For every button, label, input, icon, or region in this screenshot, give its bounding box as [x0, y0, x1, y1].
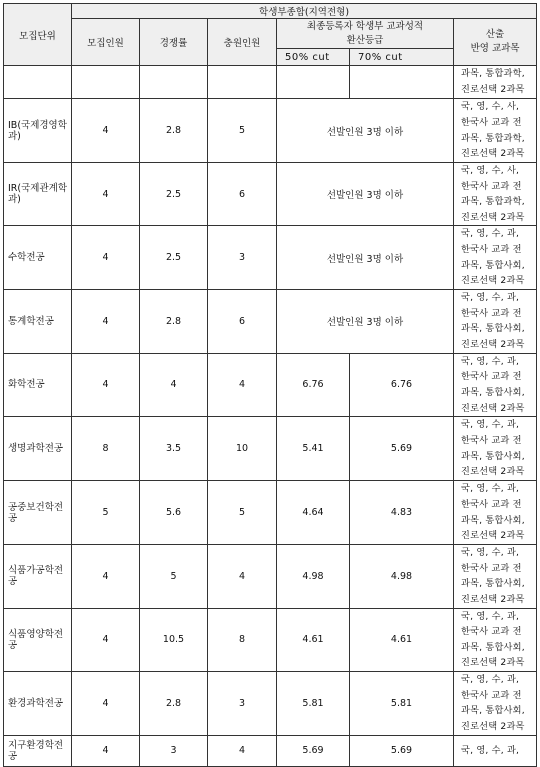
subject-line: 한국사 교과 전: [461, 562, 522, 574]
unit-cell: 식품영양학전공: [4, 608, 72, 671]
subjects-cell: [454, 545, 537, 608]
subjects-cell: [454, 671, 537, 735]
subject-line: 국, 영, 수, 사,: [461, 165, 520, 176]
subjects-cell: [454, 735, 537, 766]
table-row: [4, 66, 537, 99]
subject-line: 과목, 통합과학,: [461, 196, 525, 208]
subject-line: 진로선택 2과목: [461, 275, 525, 287]
subject-line: 과목, 통합사회,: [461, 514, 525, 526]
table-row: [4, 481, 537, 545]
subject-line: 진로선택 2과목: [461, 657, 525, 669]
header-grade-line1: 최종등록자 학생부 교과성적: [306, 20, 424, 32]
subject-line: 진로선택 2과목: [461, 720, 525, 732]
cut50-cell: 5.41: [277, 417, 350, 481]
unit-cell: 공중보건학전공: [4, 481, 72, 545]
subject-line: 과목, 통합사회,: [461, 323, 525, 335]
subject-line: 과목, 통합과학,: [461, 68, 525, 80]
table-row: [4, 545, 537, 608]
subjects-cell: [454, 481, 537, 545]
table-row: [4, 289, 537, 353]
header-grade: [277, 19, 454, 49]
competition-cell: 10.5: [140, 608, 208, 671]
competition-cell: 3: [140, 735, 208, 766]
competition-cell: 4: [140, 353, 208, 416]
header-competition: 경쟁률: [140, 19, 208, 66]
header-calc: [454, 19, 537, 66]
note-cell: 선발인원 3명 이하: [277, 289, 454, 353]
header-group: 학생부종합(지역전형): [72, 4, 537, 19]
table-row: [4, 608, 537, 671]
added-cell: 10: [208, 417, 277, 481]
subject-line: 과목, 통합사회,: [461, 705, 525, 717]
unit-cell: [4, 66, 72, 99]
header-cut50: 50% cut: [277, 49, 350, 66]
table-row: [4, 99, 537, 163]
added-cell: 4: [208, 545, 277, 608]
cut70-cell: 4.61: [350, 608, 454, 671]
cut70-cell: 5.81: [350, 671, 454, 735]
subject-line: 국, 영, 수, 과,: [461, 292, 520, 304]
subject-line: 과목, 통합사회,: [461, 450, 525, 462]
cut50-cell: 4.61: [277, 608, 350, 671]
competition-cell: 3.5: [140, 417, 208, 481]
table-row: [4, 735, 537, 766]
competition-cell: 2.8: [140, 671, 208, 735]
cut70-cell: 4.98: [350, 545, 454, 608]
subject-line: 국, 영, 수, 과,: [461, 228, 520, 240]
header-calc-line1: 산출: [485, 29, 505, 40]
recruit-cell: 4: [72, 735, 140, 766]
competition-cell: 2.5: [140, 226, 208, 289]
subjects-cell: [454, 66, 537, 99]
subject-line: 국, 영, 수, 사,: [461, 101, 520, 113]
subject-line: 진로선택 2과목: [461, 466, 525, 478]
competition-cell: 2.8: [140, 289, 208, 353]
table-row: [4, 417, 537, 481]
header-added: 충원인원: [208, 19, 277, 66]
table-row: [4, 671, 537, 735]
recruit-cell: 4: [72, 99, 140, 163]
cut70-cell: [350, 66, 454, 99]
note-cell: 선발인원 3명 이하: [277, 99, 454, 163]
unit-cell: 식품가공학전공: [4, 545, 72, 608]
subject-line: 국, 영, 수, 과,: [461, 674, 520, 686]
recruit-cell: [72, 66, 140, 99]
added-cell: 4: [208, 353, 277, 416]
subject-line: 한국사 교과 전: [461, 180, 522, 192]
subject-line: 과목, 통합과학,: [461, 132, 525, 144]
subject-line: 진로선택 2과목: [461, 148, 525, 160]
subjects-cell: [454, 353, 537, 416]
unit-cell: 지구환경학전공: [4, 735, 72, 766]
subject-line: 과목, 통합사회,: [461, 259, 525, 271]
subject-line: 진로선택 2과목: [461, 530, 525, 542]
added-cell: 3: [208, 226, 277, 289]
subject-line: 과목, 통합사회,: [461, 578, 525, 590]
added-cell: 5: [208, 99, 277, 163]
note-cell: 선발인원 3명 이하: [277, 163, 454, 226]
cut50-cell: 4.98: [277, 545, 350, 608]
admission-results-table: [3, 3, 537, 767]
subjects-cell: [454, 289, 537, 353]
subjects-cell: [454, 226, 537, 289]
cut70-cell: 5.69: [350, 735, 454, 766]
table-row: [4, 163, 537, 226]
cut50-cell: 6.76: [277, 353, 350, 416]
note-cell: 선발인원 3명 이하: [277, 226, 454, 289]
subject-line: 한국사 교과 전: [461, 371, 522, 383]
subject-line: 과목, 통합사회,: [461, 641, 525, 653]
recruit-cell: 4: [72, 353, 140, 416]
subject-line: 진로선택 2과목: [461, 211, 525, 223]
cut50-cell: 5.69: [277, 735, 350, 766]
added-cell: 8: [208, 608, 277, 671]
subject-line: 한국사 교과 전: [461, 435, 522, 447]
subject-line: 국, 영, 수, 과,: [461, 610, 520, 622]
subject-line: 과목, 통합사회,: [461, 386, 525, 398]
recruit-cell: 4: [72, 226, 140, 289]
unit-cell: 수학전공: [4, 226, 72, 289]
subject-line: 한국사 교과 전: [461, 116, 522, 128]
unit-cell: IB(국제경영학과): [4, 99, 72, 163]
competition-cell: 5: [140, 545, 208, 608]
subjects-cell: [454, 163, 537, 226]
recruit-cell: 4: [72, 671, 140, 735]
subject-line: 국, 영, 수, 과,: [461, 419, 520, 431]
recruit-cell: 4: [72, 608, 140, 671]
unit-cell: 생명과학전공: [4, 417, 72, 481]
competition-cell: [140, 66, 208, 99]
unit-cell: IR(국제관계학과): [4, 163, 72, 226]
subjects-cell: [454, 608, 537, 671]
header-unit: 모집단위: [4, 4, 72, 66]
cut50-cell: [277, 66, 350, 99]
subject-line: 한국사 교과 전: [461, 307, 522, 319]
cut70-cell: 4.83: [350, 481, 454, 545]
subjects-cell: [454, 417, 537, 481]
added-cell: 3: [208, 671, 277, 735]
header-grade-line2: 환산등급: [346, 34, 384, 46]
table-row: [4, 353, 537, 416]
recruit-cell: 4: [72, 163, 140, 226]
subject-line: 진로선택 2과목: [461, 402, 525, 414]
header-cut70: 70% cut: [350, 49, 454, 66]
subject-line: 한국사 교과 전: [461, 689, 522, 701]
competition-cell: 5.6: [140, 481, 208, 545]
competition-cell: 2.5: [140, 163, 208, 226]
subject-line: 한국사 교과 전: [461, 626, 522, 638]
unit-cell: 환경과학전공: [4, 671, 72, 735]
subject-line: 진로선택 2과목: [461, 84, 525, 95]
competition-cell: 2.8: [140, 99, 208, 163]
subjects-cell: [454, 99, 537, 163]
recruit-cell: 5: [72, 481, 140, 545]
header-calc-line2: 반영 교과목: [470, 43, 520, 54]
added-cell: 6: [208, 289, 277, 353]
subject-line: 국, 영, 수, 과,: [461, 547, 520, 559]
cut70-cell: 6.76: [350, 353, 454, 416]
table-body: [4, 66, 537, 767]
subject-line: 진로선택 2과목: [461, 338, 525, 350]
added-cell: 4: [208, 735, 277, 766]
cut50-cell: 5.81: [277, 671, 350, 735]
unit-cell: 통계학전공: [4, 289, 72, 353]
subject-line: 한국사 교과 전: [461, 243, 522, 255]
header-recruit: 모집인원: [72, 19, 140, 66]
subject-line: 국, 영, 수, 과,: [461, 483, 520, 495]
subject-line: 한국사 교과 전: [461, 499, 522, 511]
recruit-cell: 4: [72, 545, 140, 608]
recruit-cell: 8: [72, 417, 140, 481]
added-cell: 6: [208, 163, 277, 226]
added-cell: [208, 66, 277, 99]
subject-line: 국, 영, 수, 과,: [461, 745, 520, 757]
recruit-cell: 4: [72, 289, 140, 353]
added-cell: 5: [208, 481, 277, 545]
subject-line: 진로선택 2과목: [461, 593, 525, 605]
subject-line: 국, 영, 수, 과,: [461, 355, 520, 367]
cut50-cell: 4.64: [277, 481, 350, 545]
cut70-cell: 5.69: [350, 417, 454, 481]
table-row: [4, 226, 537, 289]
unit-cell: 화학전공: [4, 353, 72, 416]
